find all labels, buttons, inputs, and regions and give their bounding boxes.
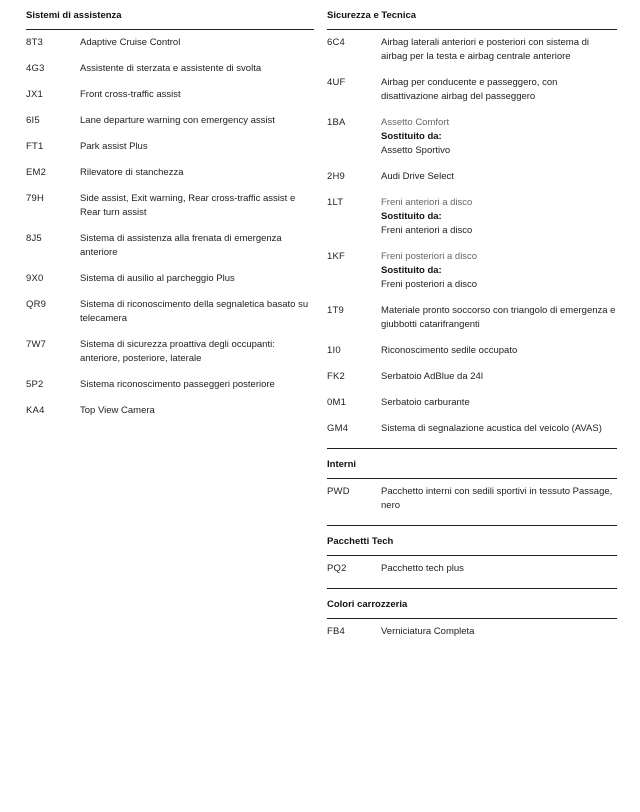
new-option: Assetto Sportivo [381, 145, 451, 156]
option-row [26, 192, 314, 220]
option-row [26, 272, 314, 286]
option-code: 6I5 [26, 115, 40, 126]
option-code: JX1 [26, 89, 43, 100]
option-row-replaced [327, 196, 617, 238]
option-desc: Materiale pronto soccorso con triangolo di emergenza e giubbotti catarifrangenti [381, 305, 616, 330]
option-row [26, 114, 314, 128]
option-desc: Sistema di sicurezza proattiva degli occupanti: anteriore, posteriore, laterale [80, 339, 275, 364]
option-row [26, 338, 314, 366]
option-code: 1BA [327, 117, 346, 128]
option-desc: Sistema di segnalazione acustica del veicolo (AVAS) [381, 423, 602, 434]
option-row [26, 36, 314, 50]
new-option: Freni posteriori a disco [381, 279, 478, 290]
option-code: PQ2 [327, 563, 347, 574]
option-row [26, 298, 314, 326]
option-code: PWD [327, 486, 350, 497]
option-code: 1T9 [327, 305, 344, 316]
option-row [26, 62, 314, 76]
option-desc: Riconoscimento sedile occupato [381, 345, 518, 356]
left-column [26, 0, 314, 430]
option-code: 0M1 [327, 397, 347, 408]
option-code: 79H [26, 193, 45, 204]
section-sicurezza-tecnica [327, 0, 617, 436]
option-list [327, 30, 617, 436]
option-code: 4G3 [26, 63, 45, 74]
option-code: 9X0 [26, 273, 44, 284]
option-code: EM2 [26, 167, 47, 178]
option-desc: Airbag laterali anteriori e posteriori con sistema di airbag per la testa e airbag centrale anteriore [381, 37, 590, 62]
option-code: FT1 [26, 141, 44, 152]
option-row [327, 170, 617, 184]
option-desc: Audi Drive Select [381, 171, 454, 182]
option-code: 7W7 [26, 339, 47, 350]
replaced-by-label: Sostituito da: [381, 131, 442, 142]
option-desc: Front cross-traffic assist [80, 89, 181, 100]
section-title: Colori carrozzeria [327, 589, 617, 619]
option-desc: Serbatoio carburante [381, 397, 470, 408]
option-row [327, 36, 617, 64]
option-desc: Sistema di ausilio al parcheggio Plus [80, 273, 235, 284]
option-desc: Rilevatore di stanchezza [80, 167, 184, 178]
new-option: Freni anteriori a disco [381, 225, 473, 236]
section-title: Pacchetti Tech [327, 526, 617, 556]
option-row [26, 378, 314, 392]
option-code: 8J5 [26, 233, 42, 244]
option-row-replaced [327, 116, 617, 158]
option-row [327, 304, 617, 332]
option-row [327, 625, 617, 639]
option-code: 8T3 [26, 37, 43, 48]
option-desc: Sistema di assistenza alla frenata di emergenza anteriore [80, 233, 282, 258]
option-row [327, 344, 617, 358]
option-list [327, 556, 617, 576]
option-desc: Adaptive Cruise Control [80, 37, 181, 48]
option-code: QR9 [26, 299, 47, 310]
option-row [26, 166, 314, 180]
option-desc [381, 116, 617, 158]
option-desc: Lane departure warning con emergency assist [80, 115, 275, 126]
option-row [26, 232, 314, 260]
option-row [327, 485, 617, 513]
option-list [327, 479, 617, 513]
section-sistemi-assistenza [26, 0, 314, 418]
option-row [327, 562, 617, 576]
replaced-by-label: Sostituito da: [381, 265, 442, 276]
option-row [26, 404, 314, 418]
option-list [327, 619, 617, 639]
old-option: Freni posteriori a disco [381, 251, 478, 262]
option-desc: Side assist, Exit warning, Rear cross-traffic assist e Rear turn assist [80, 193, 296, 218]
option-desc: Airbag per conducente e passeggero, con disattivazione airbag del passeggero [381, 77, 558, 102]
option-code: 1KF [327, 251, 346, 262]
option-desc: Serbatoio AdBlue da 24l [381, 371, 483, 382]
option-desc: Pacchetto tech plus [381, 563, 464, 574]
option-code: FK2 [327, 371, 346, 382]
option-row [327, 370, 617, 384]
option-code: 1I0 [327, 345, 341, 356]
section-interni [327, 449, 617, 513]
option-row [26, 88, 314, 102]
option-code: GM4 [327, 423, 349, 434]
section-pacchetti-tech [327, 526, 617, 576]
option-desc: Top View Camera [80, 405, 155, 416]
option-code: 1LT [327, 197, 344, 208]
option-list [26, 30, 314, 418]
section-colori-carrozzeria [327, 589, 617, 639]
section-title: Interni [327, 449, 617, 479]
option-desc: Park assist Plus [80, 141, 148, 152]
replaced-by-label: Sostituito da: [381, 211, 442, 222]
option-desc: Pacchetto interni con sedili sportivi in tessuto Passage, nero [381, 486, 613, 511]
option-desc [381, 196, 617, 238]
option-desc: Verniciatura Completa [381, 626, 475, 637]
option-desc: Sistema di riconoscimento della segnaletica basato su telecamera [80, 299, 309, 324]
option-code: 5P2 [26, 379, 44, 390]
option-desc: Sistema riconoscimento passeggeri posteriore [80, 379, 275, 390]
section-title: Sistemi di assistenza [26, 0, 314, 30]
option-code: KA4 [26, 405, 45, 416]
old-option: Freni anteriori a disco [381, 197, 473, 208]
option-code: FB4 [327, 626, 346, 637]
option-code: 6C4 [327, 37, 346, 48]
option-code: 2H9 [327, 171, 346, 182]
option-desc: Assistente di sterzata e assistente di svolta [80, 63, 262, 74]
old-option: Assetto Comfort [381, 117, 450, 128]
section-title: Sicurezza e Tecnica [327, 0, 617, 30]
option-code: 4UF [327, 77, 346, 88]
option-row-replaced [327, 250, 617, 292]
option-row [26, 140, 314, 154]
option-row [327, 396, 617, 410]
right-column [327, 0, 617, 651]
option-row [327, 76, 617, 104]
option-row [327, 422, 617, 436]
option-desc [381, 250, 617, 292]
